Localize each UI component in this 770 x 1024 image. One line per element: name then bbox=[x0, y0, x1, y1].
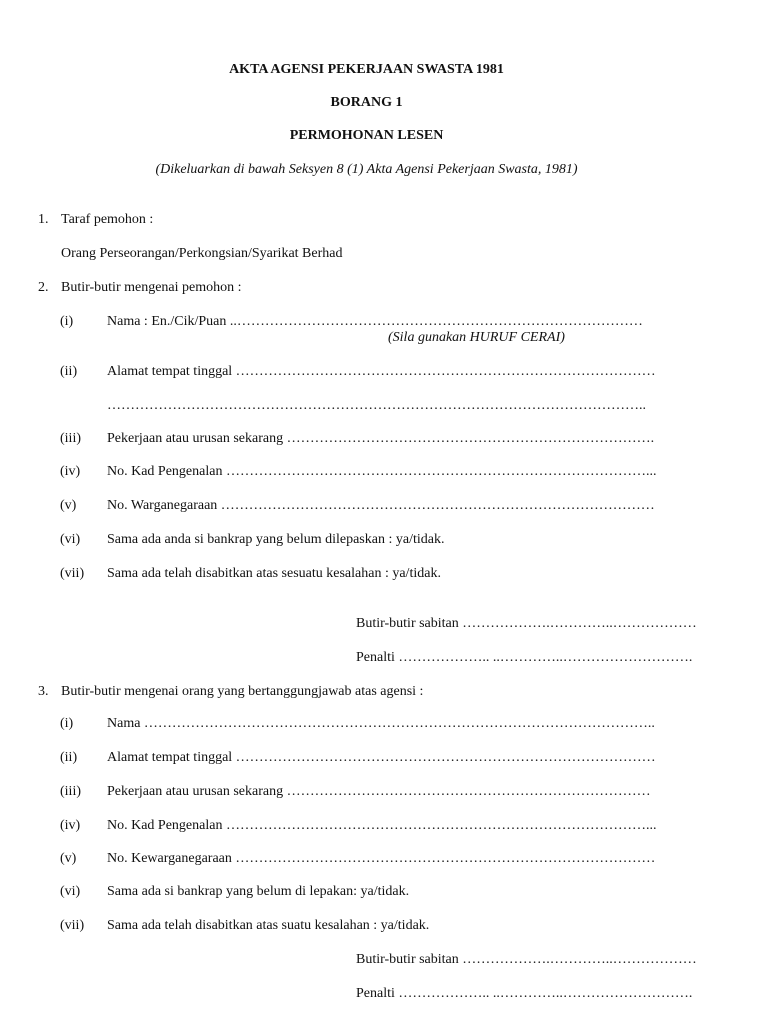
item-number: (iii) bbox=[60, 431, 81, 446]
applicant-occupation-field[interactable]: Pekerjaan atau urusan sekarang ……………………………………………………………………. bbox=[107, 431, 655, 446]
item-number: (vii) bbox=[60, 918, 85, 933]
responsible-conviction-question[interactable]: Sama ada telah disabitkan atas suatu kesalahan : ya/tidak. bbox=[107, 918, 430, 933]
penalty-field[interactable]: Penalti ……………….. ..…………..………………………. bbox=[356, 650, 693, 665]
form-title: PERMOHONAN LESEN bbox=[289, 128, 444, 143]
responsible-citizenship-field[interactable]: No. Kewarganegaraan ……………………………………………………………………………… bbox=[107, 851, 656, 866]
section-label: Butir-butir mengenai orang yang bertanggungjawab atas agensi : bbox=[61, 684, 424, 699]
section-label: Taraf pemohon : bbox=[61, 212, 154, 227]
item-number: (ii) bbox=[60, 750, 78, 765]
item-number: (i) bbox=[60, 716, 74, 731]
name-hint: (Sila gunakan HURUF CERAI) bbox=[388, 330, 565, 345]
conviction-details-field[interactable]: Butir-butir sabitan ……………….…………..……………… bbox=[356, 952, 697, 967]
applicant-bankrupt-question[interactable]: Sama ada anda si bankrap yang belum dilepaskan : ya/tidak. bbox=[107, 532, 445, 547]
item-number: (vii) bbox=[60, 566, 85, 581]
item-number: (v) bbox=[60, 851, 77, 866]
item-number: (i) bbox=[60, 314, 74, 329]
applicant-address-line-2[interactable]: …………………………………………………………………………………………………….. bbox=[107, 398, 646, 413]
section-number: 3. bbox=[38, 684, 49, 699]
item-number: (iv) bbox=[60, 464, 81, 479]
responsible-name-field[interactable]: Nama ……………………………………………………………………………………………….. bbox=[107, 716, 655, 731]
penalty-field[interactable]: Penalti ……………….. ..…………..………………………. bbox=[356, 986, 693, 1001]
item-number: (iii) bbox=[60, 784, 81, 799]
act-title: AKTA AGENSI PEKERJAAN SWASTA 1981 bbox=[229, 62, 504, 77]
applicant-citizenship-field[interactable]: No. Warganegaraan ………………………………………………………………………………… bbox=[107, 498, 655, 513]
item-number: (iv) bbox=[60, 818, 81, 833]
item-number: (ii) bbox=[60, 364, 78, 379]
item-number: (vi) bbox=[60, 884, 81, 899]
item-number: (v) bbox=[60, 498, 77, 513]
item-number: (vi) bbox=[60, 532, 81, 547]
responsible-occupation-field[interactable]: Pekerjaan atau urusan sekarang …………………………………………………………………… bbox=[107, 784, 651, 799]
form-number: BORANG 1 bbox=[330, 95, 403, 110]
section-number: 1. bbox=[38, 212, 49, 227]
issued-under-note: (Dikeluarkan di bawah Seksyen 8 (1) Akta Agensi Pekerjaan Swasta, 1981) bbox=[155, 162, 578, 177]
applicant-status-options: Orang Perseorangan/Perkongsian/Syarikat Berhad bbox=[61, 246, 343, 261]
section-number: 2. bbox=[38, 280, 49, 295]
applicant-address-field[interactable]: Alamat tempat tinggal ……………………………………………………………………………… bbox=[107, 364, 656, 379]
conviction-details-field[interactable]: Butir-butir sabitan ……………….…………..……………… bbox=[356, 616, 697, 631]
applicant-name-field[interactable]: Nama : En./Cik/Puan ..…………………………………………………………………………… bbox=[107, 314, 643, 329]
responsible-bankrupt-question[interactable]: Sama ada si bankrap yang belum di lepakan: ya/tidak. bbox=[107, 884, 410, 899]
applicant-conviction-question[interactable]: Sama ada telah disabitkan atas sesuatu kesalahan : ya/tidak. bbox=[107, 566, 441, 581]
applicant-ic-field[interactable]: No. Kad Pengenalan ………………………………………………………………………………... bbox=[107, 464, 657, 479]
responsible-ic-field[interactable]: No. Kad Pengenalan ………………………………………………………………………………... bbox=[107, 818, 657, 833]
responsible-address-field[interactable]: Alamat tempat tinggal ……………………………………………………………………………… bbox=[107, 750, 656, 765]
section-label: Butir-butir mengenai pemohon : bbox=[61, 280, 242, 295]
